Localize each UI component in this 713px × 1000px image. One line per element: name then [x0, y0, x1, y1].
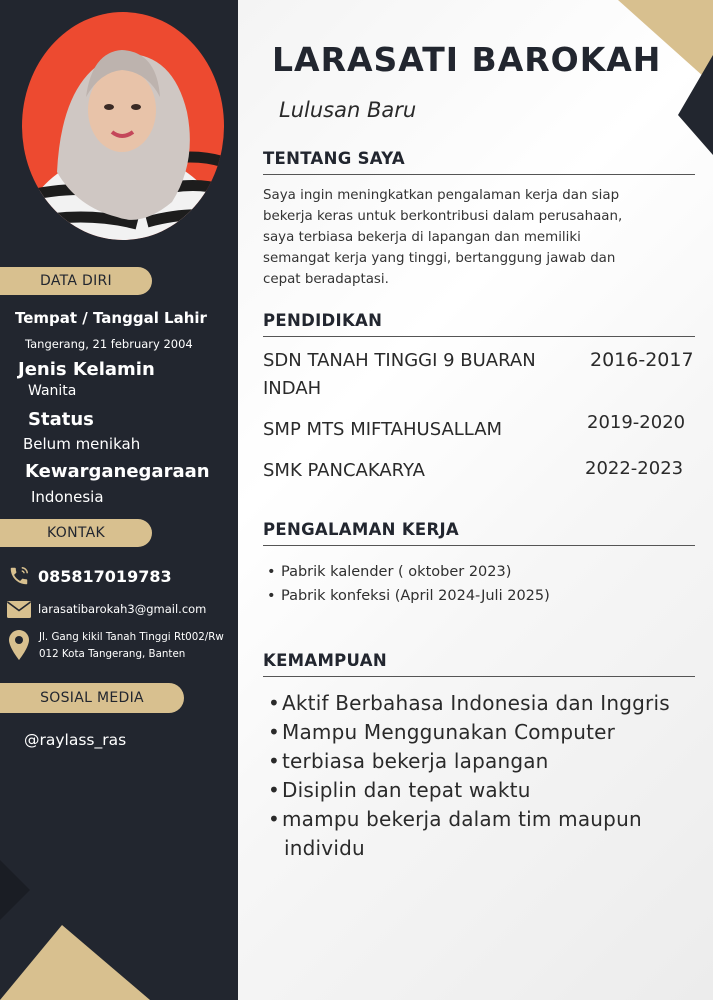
status-label: Status	[28, 409, 94, 430]
bullet-icon: •	[267, 564, 276, 580]
birth-label: Tempat / Tanggal Lahir	[15, 309, 207, 327]
bullet-icon: •	[268, 749, 280, 773]
skill-item: • Mampu Menggunakan Computer	[268, 720, 616, 744]
about-line: semangat kerja yang tinggi, bertanggung jawab dan	[263, 251, 616, 266]
bullet-icon: •	[268, 720, 280, 744]
location-pin-icon	[9, 630, 29, 660]
experience-heading: PENGALAMAN KERJA	[263, 520, 695, 546]
bullet-icon: •	[268, 778, 280, 802]
education-years-3: 2022-2023	[585, 458, 684, 479]
about-heading: TENTANG SAYA	[263, 149, 695, 175]
bullet-icon: •	[268, 807, 280, 831]
skill-item: • mampu bekerja dalam tim maupun	[268, 807, 642, 831]
experience-item: • Pabrik kalender ( oktober 2023)	[267, 564, 512, 580]
education-heading: PENDIDIKAN	[263, 311, 695, 337]
education-years-2: 2019-2020	[587, 412, 686, 433]
skill-item: • Aktif Berbahasa Indonesia dan Inggris	[268, 691, 670, 715]
experience-item: • Pabrik konfeksi (April 2024-Juli 2025)	[267, 588, 550, 604]
education-years-1: 2016-2017	[590, 349, 694, 371]
email-icon	[7, 601, 31, 618]
skills-heading: KEMAMPUAN	[263, 651, 695, 677]
email-address[interactable]: larasatibarokah3@gmail.com	[38, 602, 207, 616]
about-text	[263, 185, 693, 290]
address-line-2: 012 Kota Tangerang, Banten	[39, 648, 186, 660]
birth-value: Tangerang, 21 february 2004	[25, 337, 193, 351]
education-school-3: SMK PANCAKARYA	[263, 460, 425, 481]
skill-item-continuation: individu	[284, 836, 365, 860]
about-line: bekerja keras untuk berkontribusi dalam perusahaan,	[263, 209, 623, 224]
education-school-1	[263, 347, 536, 403]
about-line: cepat beradaptasi.	[263, 272, 389, 287]
status-value: Belum menikah	[23, 435, 141, 453]
phone-number[interactable]: 085817019783	[38, 567, 172, 586]
dark-corner-decoration	[0, 860, 60, 1000]
bullet-icon: •	[267, 588, 276, 604]
about-line: saya terbiasa bekerja di lapangan dan memiliki	[263, 230, 581, 245]
kontak-label: KONTAK	[0, 519, 152, 547]
address-line-1: Jl. Gang kikil Tanah Tinggi Rt002/Rw	[39, 631, 224, 643]
candidate-name: LARASATI BAROKAH	[272, 40, 662, 79]
education-school-2: SMP MTS MIFTAHUSALLAM	[263, 419, 503, 440]
school-name-line: SDN TANAH TINGGI 9 BUARAN	[263, 350, 536, 371]
gender-label: Jenis Kelamin	[18, 359, 155, 380]
phone-icon	[7, 565, 31, 587]
data-diri-label: DATA DIRI	[0, 267, 152, 295]
profile-photo	[22, 12, 224, 240]
nationality-label: Kewarganegaraan	[25, 461, 210, 482]
nationality-value: Indonesia	[31, 488, 104, 506]
social-handle[interactable]: @raylass_ras	[24, 731, 127, 749]
skill-item: • terbiasa bekerja lapangan	[268, 749, 549, 773]
school-name-line: INDAH	[263, 378, 322, 399]
skill-item: • Disiplin dan tepat waktu	[268, 778, 531, 802]
candidate-subtitle: Lulusan Baru	[279, 98, 417, 122]
about-line: Saya ingin meningkatkan pengalaman kerja dan siap	[263, 188, 620, 203]
gender-value: Wanita	[28, 383, 77, 399]
bullet-icon: •	[268, 691, 280, 715]
sosial-media-label: SOSIAL MEDIA	[0, 683, 184, 713]
